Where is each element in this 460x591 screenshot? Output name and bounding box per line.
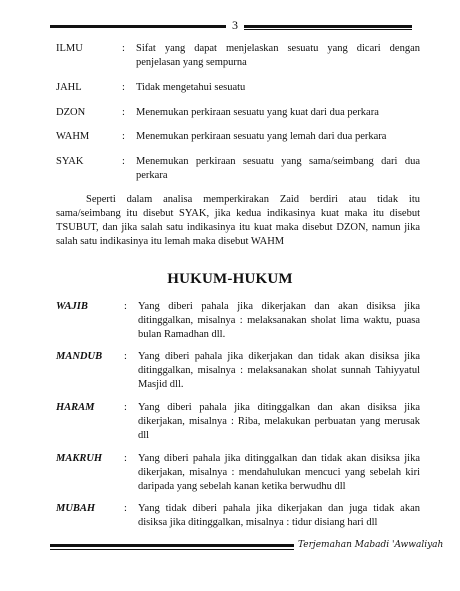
definition-colon: :: [122, 156, 125, 167]
hukum-term: WAJIB: [56, 301, 88, 312]
hukum-term: MUBAH: [56, 503, 96, 514]
definition-text: Tidak mengetahui sesuatu: [136, 82, 246, 93]
footer-rule-thick: [50, 544, 294, 547]
hukum-colon: :: [124, 301, 127, 312]
header-rule-right: [244, 25, 412, 28]
header-rule-left: [50, 25, 226, 28]
hukum-term: MANDUB: [56, 351, 103, 362]
definition-term: WAHM: [56, 131, 90, 142]
hukum-text: Yang diberi pahala jika ditinggalkan dan akan disiksa jika dikerjakan, misalnya : Riba, melakukan perbuatan yang merusak dll: [138, 402, 420, 441]
footer-rule-thin: [50, 549, 294, 550]
definition-term: JAHL: [56, 82, 82, 93]
definition-text: Menemukan perkiraan sesuatu yang sama/seimbang dari dua perkara: [136, 156, 420, 181]
hukum-term: MAKRUH: [56, 453, 103, 464]
explanation-paragraph: Seperti dalam analisa memperkirakan Zaid berdiri atau tidak itu sama/seimbang itu disebut SYAK, jika kedua indikasinya kuat maka itu disebut TSUBUT, dan jika salah satu indikasinya itu kuat maka disebut DZON, namun jika salah satu indikasinya itu lemah maka disebut WAHM: [56, 194, 420, 247]
definition-colon: :: [122, 82, 125, 93]
section-heading: HUKUM-HUKUM: [167, 271, 293, 287]
definition-term: ILMU: [56, 43, 83, 54]
hukum-colon: :: [124, 503, 127, 514]
hukum-colon: :: [124, 351, 127, 362]
definition-colon: :: [122, 43, 125, 54]
hukum-colon: :: [124, 402, 127, 413]
definition-text: Menemukan perkiraan sesuatu yang lemah dari dua perkara: [136, 131, 387, 142]
hukum-colon: :: [124, 453, 127, 464]
hukum-text: Yang diberi pahala jika dikerjakan dan akan disiksa jika ditinggalkan, misalnya : melaksanakan sholat lima waktu, puasa bulan Ramadhan dll.: [138, 301, 420, 340]
definition-colon: :: [122, 131, 125, 142]
definition-text: Sifat yang dapat menjelaskan sesuatu yang dicari dengan penjelasan yang sempurna: [136, 43, 420, 68]
definition-term: DZON: [56, 107, 86, 118]
definition-term: SYAK: [56, 156, 84, 167]
definition-text: Menemukan perkiraan sesuatu yang kuat dari dua perkara: [136, 107, 379, 118]
hukum-text: Yang tidak diberi pahala jika dikerjakan dan juga tidak akan disiksa jika ditinggalkan, misalnya : tidur disiang hari dll: [138, 503, 420, 528]
hukum-text: Yang diberi pahala jika ditinggalkan dan tidak akan disiksa jika dikerjakan, misalnya : mendahulukan mencuci yang sebelah kiri daripada yang sebelah kanan ketika berwudhu dll: [138, 453, 420, 492]
hukum-term: HARAM: [56, 402, 95, 413]
footer-title: Terjemahan Mabadi 'Awwaliyah: [298, 540, 444, 550]
hukum-text: Yang diberi pahala jika dikerjakan dan tidak akan disiksa jika ditinggalkan, misalnya : melaksanakan sholat sunnah Tahiyyatul Masjid dll.: [138, 351, 420, 390]
definition-colon: :: [122, 107, 125, 118]
page-number: 3: [232, 18, 238, 32]
